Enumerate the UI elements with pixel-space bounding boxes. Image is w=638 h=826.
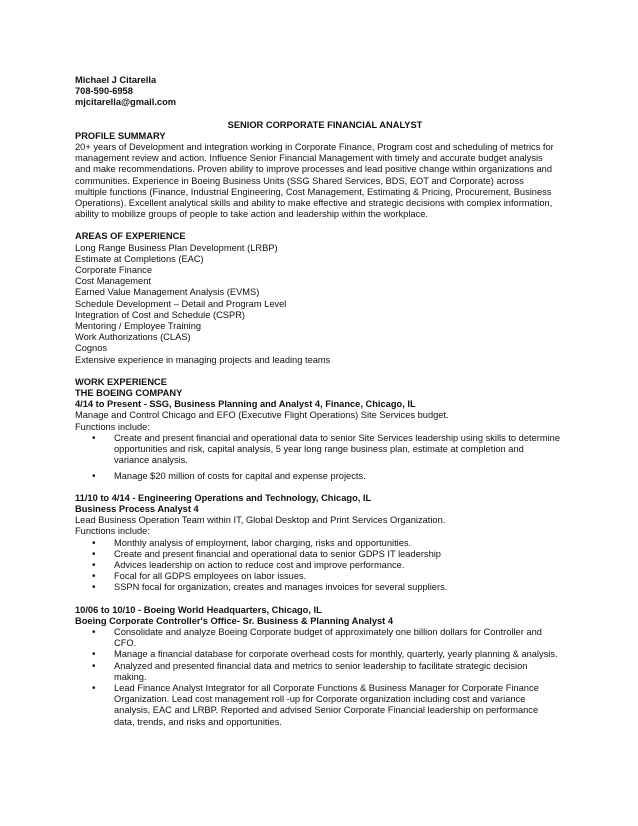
area-item: Estimate at Completions (EAC)	[75, 253, 204, 264]
job-entry-3	[75, 605, 575, 728]
profile-summary-text	[75, 142, 575, 220]
bullet-line: • Advices leadership on action to reduce cost and improve performance.	[114, 559, 405, 570]
bullet-line: • Manage $20 million of costs for capital and expense projects.	[114, 470, 366, 481]
job-description: Manage and Control Chicago and EFO (Executive Flight Operations) Site Services budget.	[75, 410, 449, 421]
profile-line: Operations). Excellent analytical skills and ability to make effective and strategic decisions with complex information,	[75, 198, 553, 209]
profile-line: and make recommendations. Proven ability to improve processes and lead positive change within organizations and	[75, 164, 552, 175]
areas-of-experience-section	[75, 231, 575, 365]
contact-block	[75, 75, 575, 109]
job-subtitle: Boeing Corporate Controller's Office- Sr. Business & Planning Analyst 4	[75, 615, 394, 626]
job-title: 4/14 to Present - SSG, Business Planning and Analyst 4, Finance, Chicago, IL	[75, 399, 416, 410]
bullet-line: • SSPN focal for organization, creates and manages invoices for several suppliers.	[114, 582, 448, 593]
bullet-line: • Analyzed and presented financial data and metrics to senior leadership to facilitate strategic decision	[114, 660, 528, 671]
bullet-line: • Focal for all GDPS employees on labor issues.	[114, 571, 307, 582]
area-item: Schedule Development – Detail and Program Level	[75, 298, 287, 309]
job-bullets	[75, 627, 575, 728]
bullet-line: analysis, EAC and LRBP. Reported and advised Senior Corporate Financial leadership on performance	[114, 705, 539, 716]
profile-line: management review and action. Influence Senior Financial Management with timely and accurate budget analysis	[75, 153, 543, 164]
company-name: THE BOEING COMPANY	[75, 388, 183, 399]
job-bullet	[75, 661, 575, 683]
job-bullet	[75, 538, 575, 549]
work-experience-section	[75, 377, 575, 728]
job-bullets	[75, 433, 575, 482]
job-bullet	[75, 433, 575, 467]
job-bullet	[75, 683, 575, 728]
profile-line: multiple functions (Finance, Industrial Engineering, Cost Management, Estimating & Pricing, Procurement, Business	[75, 186, 552, 197]
job-bullet	[75, 549, 575, 560]
work-heading: WORK EXPERIENCE	[75, 376, 167, 387]
area-item: Cognos	[75, 343, 108, 354]
area-item: Work Authorizations (CLAS)	[75, 332, 191, 343]
job-entry-2	[75, 493, 575, 594]
job-bullet	[75, 582, 575, 593]
job-bullet	[75, 471, 575, 482]
job-title: 11/10 to 4/14 - Engineering Operations and Technology, Chicago, IL	[75, 492, 372, 503]
job-bullet	[75, 560, 575, 571]
bullet-line: making.	[114, 671, 147, 682]
resume-title: SENIOR CORPORATE FINANCIAL ANALYST	[227, 119, 423, 130]
bullet-line: • Create and present financial and operational data to senior Site Services leadership using skills to determine	[114, 432, 560, 443]
bullet-line: • Lead Finance Analyst Integrator for all Corporate Functions & Business Manager for Corporate Finance	[114, 682, 539, 693]
bullet-line: data, trends, and risks and opportunities.	[114, 716, 282, 727]
bullet-line: • Monthly analysis of employment, labor charging, risks and opportunities.	[114, 537, 412, 548]
profile-summary-section	[75, 131, 575, 221]
bullet-line: • Manage a financial database for corporate overhead costs for monthly, quarterly, yearly planning & analysis.	[114, 649, 558, 660]
candidate-email: mjcitarella@gmail.com	[75, 97, 177, 108]
job-bullet	[75, 627, 575, 649]
area-item: Corporate Finance	[75, 265, 152, 276]
functions-label: Functions include:	[75, 526, 150, 537]
area-item: Integration of Cost and Schedule (CSPR)	[75, 309, 246, 320]
candidate-name: Michael J Citarella	[75, 75, 157, 85]
profile-summary-heading: PROFILE SUMMARY	[75, 130, 166, 141]
area-item: Earned Value Management Analysis (EVMS)	[75, 287, 260, 298]
bullet-line: opportunities and risk, capital analysis, 5 year long range business plan, estimate at completion and	[114, 444, 524, 455]
functions-label: Functions include:	[75, 421, 150, 432]
job-title: 10/06 to 10/10 - Boeing World Headquarters, Chicago, IL	[75, 604, 322, 615]
area-item: Long Range Business Plan Development (LRBP)	[75, 242, 278, 253]
area-item: Cost Management	[75, 276, 151, 287]
bullet-line: CFO.	[114, 638, 137, 649]
job-entry-1	[75, 399, 575, 481]
profile-line: 20+ years of Development and integration working in Corporate Finance, Program cost and scheduling of metrics for	[75, 142, 554, 153]
areas-heading: AREAS OF EXPERIENCE	[75, 231, 186, 242]
bullet-line: • Create and present financial and operational data to senior GDPS IT leadership	[114, 548, 441, 559]
area-item: Mentoring / Employee Training	[75, 321, 202, 332]
job-bullet	[75, 649, 575, 660]
job-bullet	[75, 571, 575, 582]
profile-line: communities. Experience in Boeing Business Units (SSG Shared Services, BDS, EOT and Corporate) across	[75, 175, 524, 186]
bullet-line: Organization. Lead cost management roll -up for Corporate organization including cost and variance	[114, 694, 526, 705]
job-bullets	[75, 538, 575, 594]
bullet-line: variance analysis.	[114, 455, 188, 466]
candidate-phone: 708-590-6958	[75, 86, 133, 97]
bullet-line: • Consolidate and analyze Boeing Corporate budget of approximately one billion dollars for Controller and	[114, 626, 542, 637]
area-item: Extensive experience in managing projects and leading teams	[75, 354, 331, 365]
resume-page	[75, 75, 575, 728]
profile-line: ability to mobilize groups of people to take action and leadership within the workplace.	[75, 209, 428, 220]
job-subtitle: Business Process Analyst 4	[75, 503, 199, 514]
job-description: Lead Business Operation Team within IT, Global Desktop and Print Services Organization.	[75, 515, 446, 526]
